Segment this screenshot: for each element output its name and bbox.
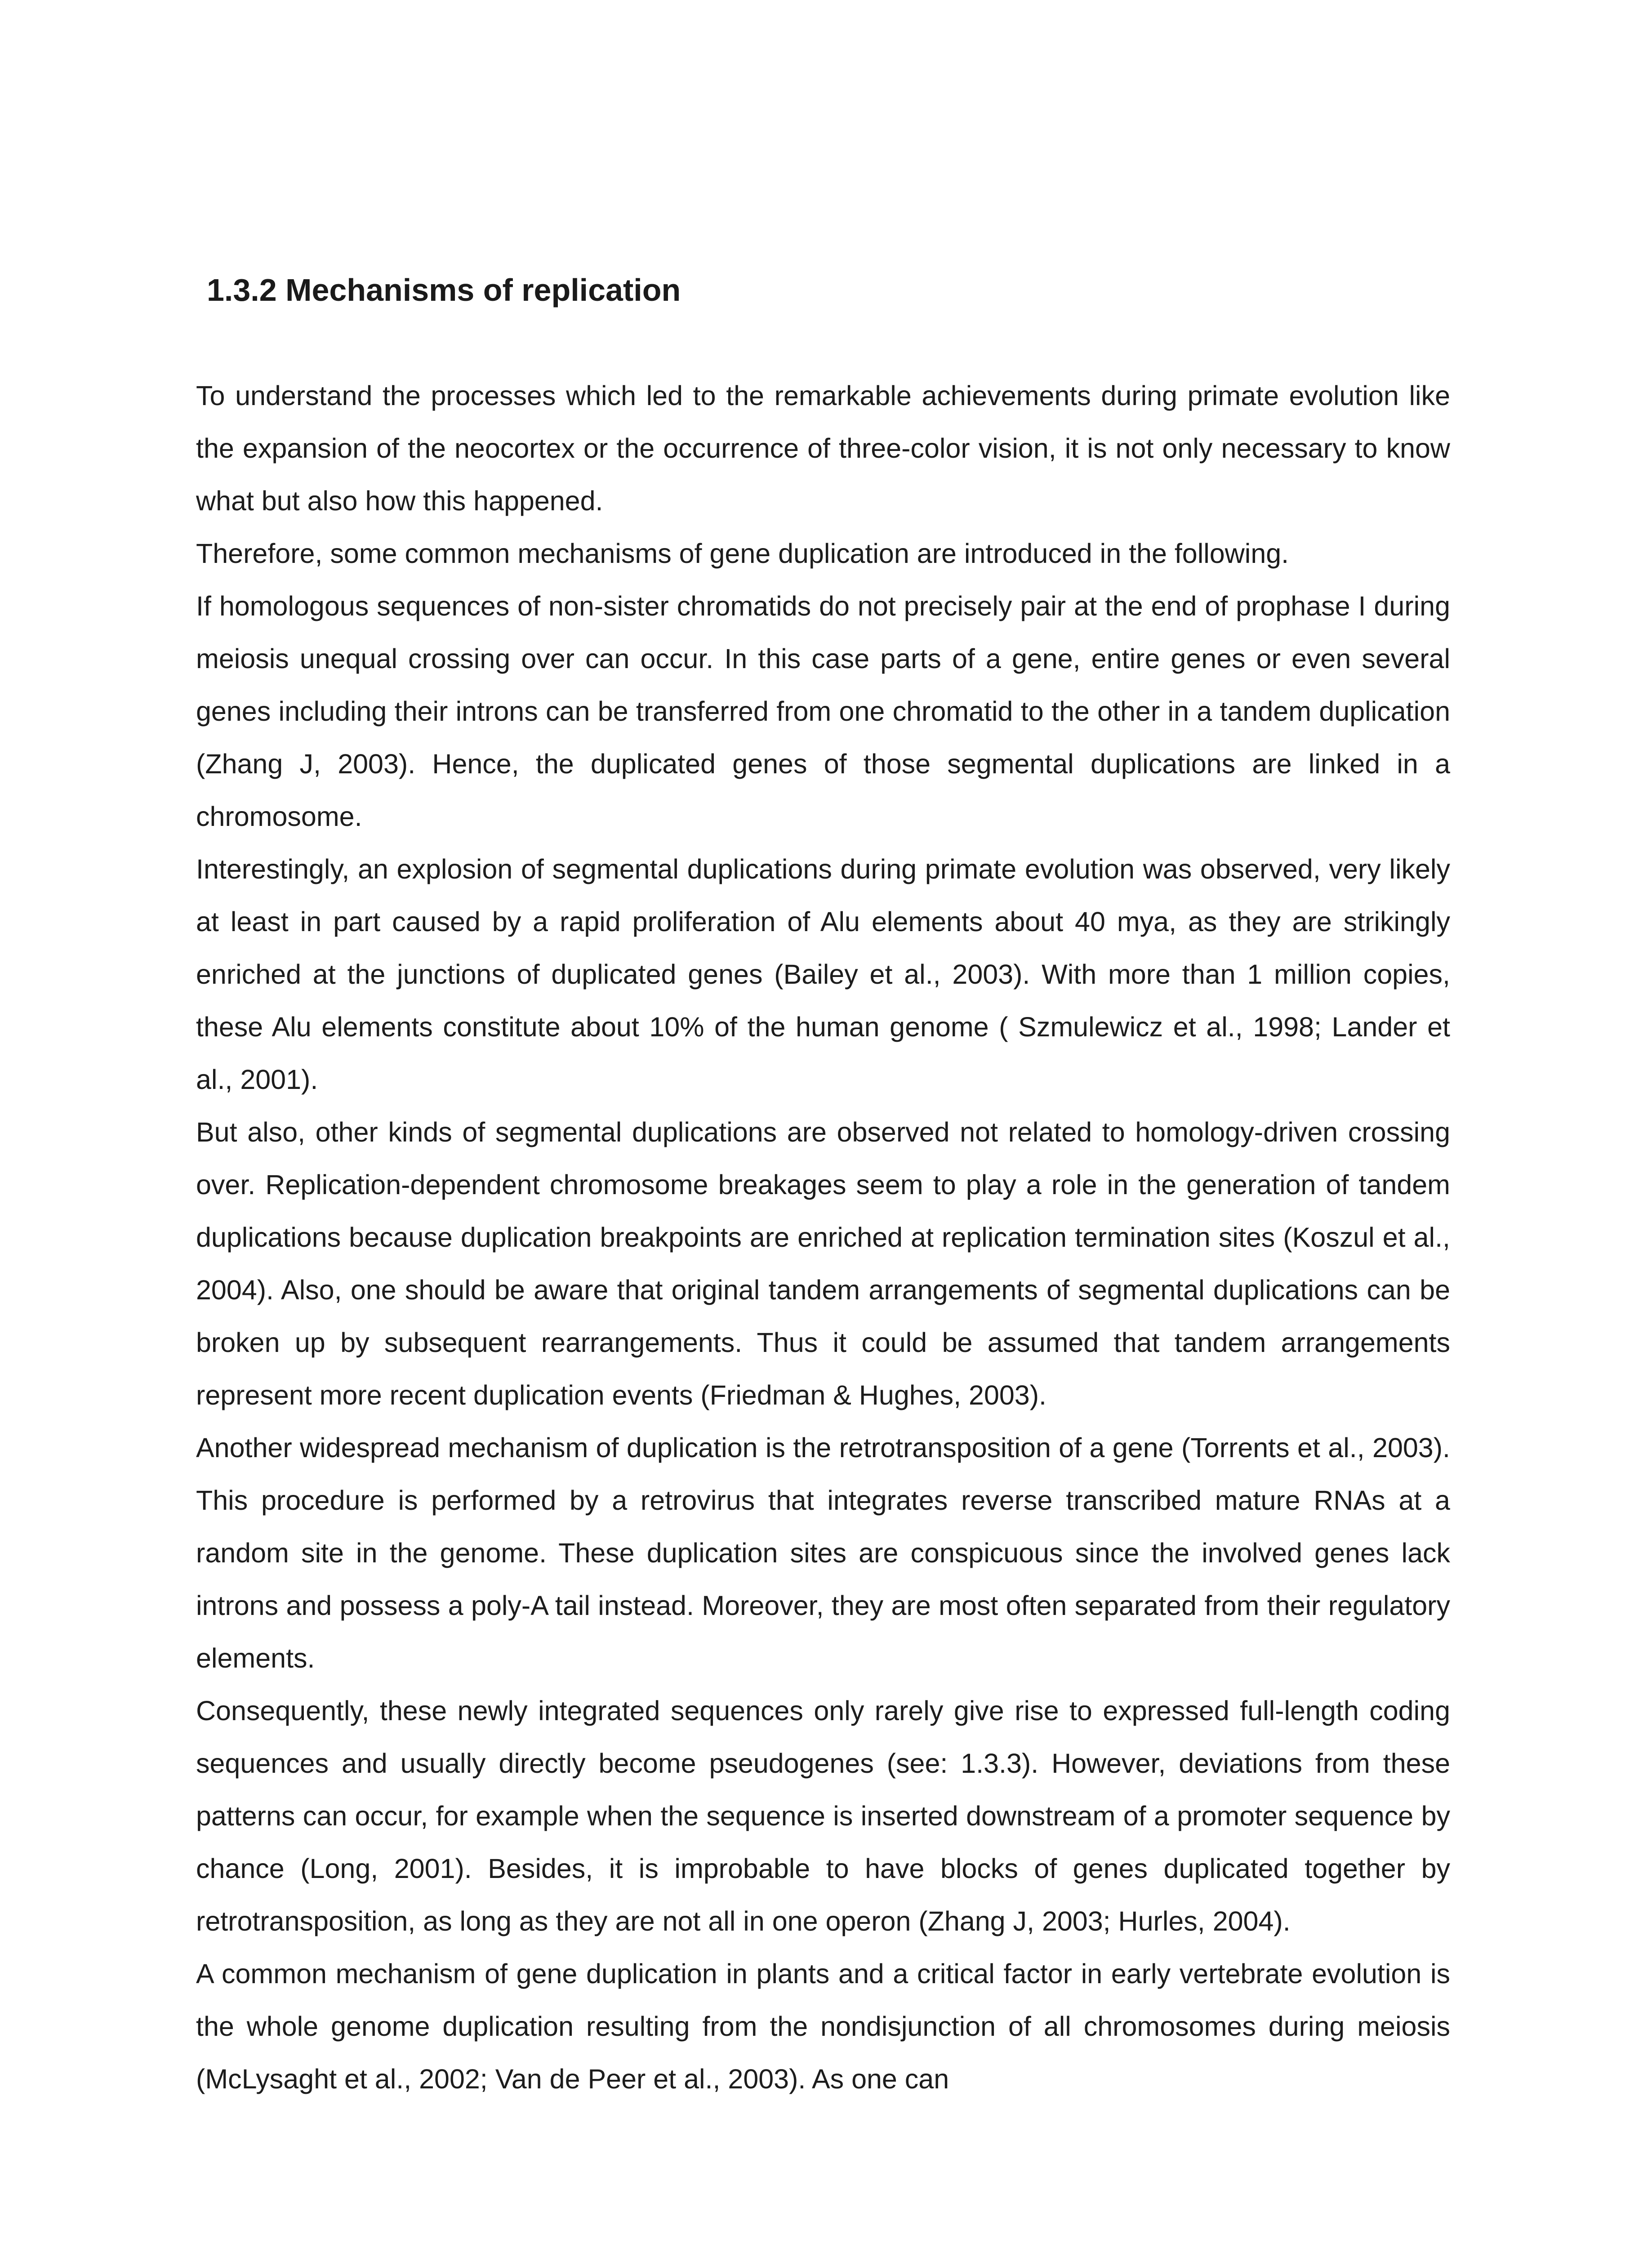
paragraph-pseudogenes: Consequently, these newly integrated sequences only rarely give rise to expressed full-length coding sequences and usually directly become pseudogenes (see: 1.3.3). However, deviations from these patterns can occur, for example when the sequence is inserted downstream of a promoter sequence by chance (Long, 2001). Besides, it is improbable to have blocks of genes duplicated together by retrotransposition, as long as they are not all in one operon (Zhang J, 2003; Hurles, 2004). <box>196 1695 1450 1936</box>
paragraph-overview: Therefore, some common mechanisms of gene duplication are introduced in the following. <box>196 538 1289 569</box>
paragraph-whole-genome-duplication: A common mechanism of gene duplication in plants and a critical factor in early vertebrate evolution is the whole genome duplication resulting from the nondisjunction of all chromosomes during meiosis (McLysaght et al., 2002; Van de Peer et al., 2003). As one can <box>196 1958 1450 2094</box>
paragraph-intro: To understand the processes which led to the remarkable achievements during primate evolution like the expansion of the neocortex or the occurrence of three-color vision, it is not only necessary to know what but also how this happened. <box>196 380 1450 516</box>
section-heading: 1.3.2 Mechanisms of replication <box>207 272 681 308</box>
paragraph-unequal-crossing-over: If homologous sequences of non-sister chromatids do not precisely pair at the end of prophase I during meiosis unequal crossing over can occur. In this case parts of a gene, entire genes or even several genes including their introns can be transferred from one chromatid to the other in a tandem duplication (Zhang J, 2003). Hence, the duplicated genes of those segmental duplications are linked in a chromosome. <box>196 591 1450 832</box>
paragraph-retrotransposition: Another widespread mechanism of duplication is the retrotransposition of a gene (Torrents et al., 2003). This procedure is performed by a retrovirus that integrates reverse transcribed mature RNAs at a random site in the genome. These duplication sites are conspicuous since the involved genes lack introns and possess a poly-A tail instead. Moreover, they are most often separated from their regulatory elements. <box>196 1432 1450 1673</box>
paragraph-segmental-duplications: But also, other kinds of segmental duplications are observed not related to homology-driven crossing over. Replication-dependent chromosome breakages seem to play a role in the generation of tandem duplications because duplication breakpoints are enriched at replication termination sites (Koszul et al., 2004). Also, one should be aware that original tandem arrangements of segmental duplications can be broken up by subsequent rearrangements. Thus it could be assumed that tandem arrangements represent more recent duplication events (Friedman & Hughes, 2003). <box>196 1117 1450 1410</box>
body-text <box>196 370 1450 2105</box>
paragraph-alu-elements: Interestingly, an explosion of segmental duplications during primate evolution was observed, very likely at least in part caused by a rapid proliferation of Alu elements about 40 mya, as they are strikingly enriched at the junctions of duplicated genes (Bailey et al., 2003). With more than 1 million copies, these Alu elements constitute about 10% of the human genome ( Szmulewicz et al., 1998; Lander et al., 2001). <box>196 854 1450 1095</box>
